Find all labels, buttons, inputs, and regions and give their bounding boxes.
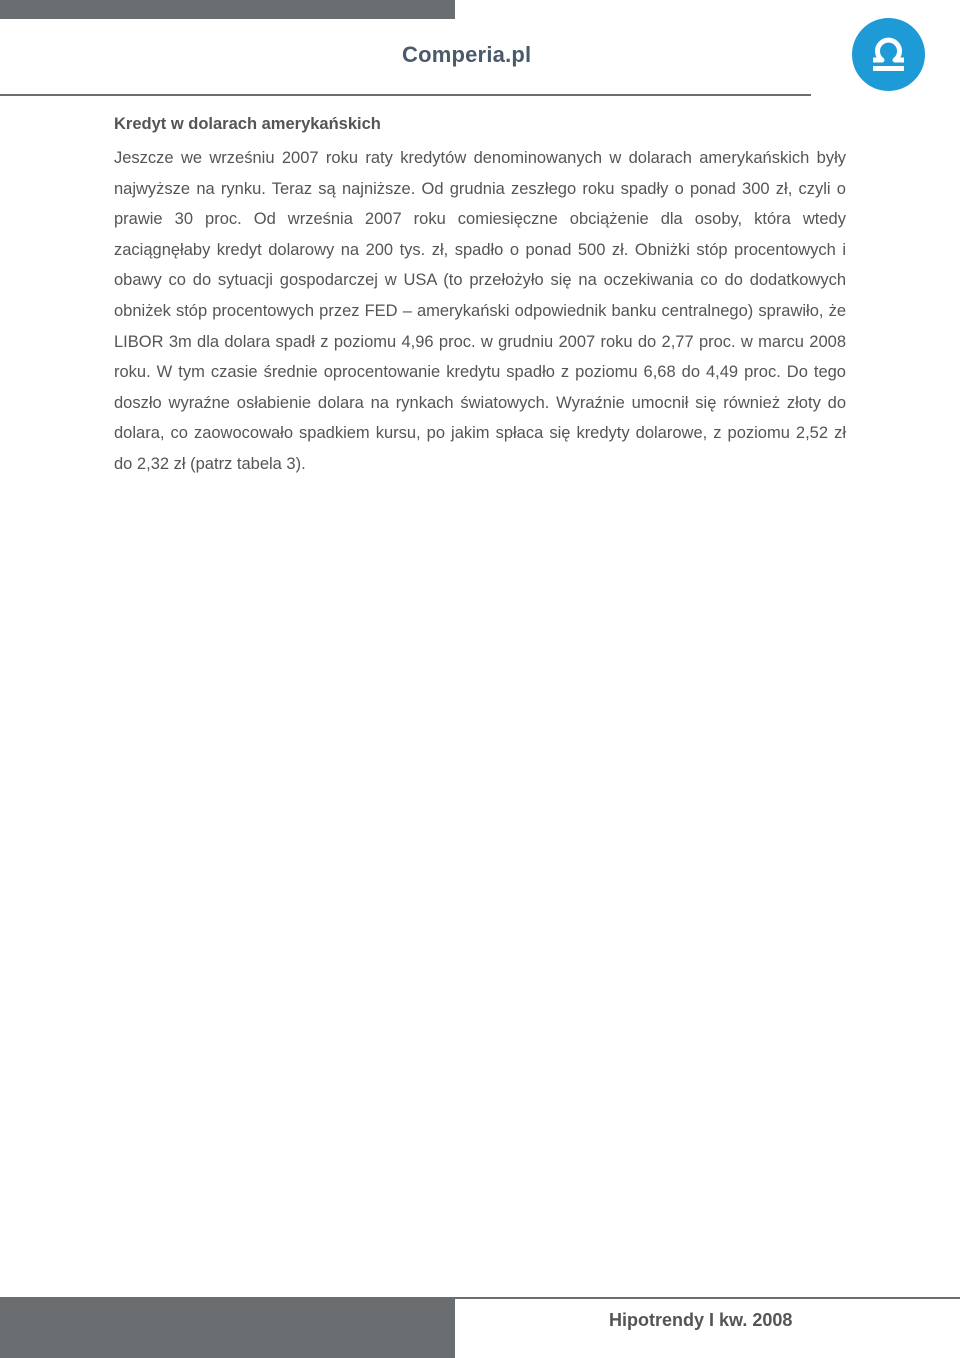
footer-bar: [0, 1297, 455, 1358]
article-heading: Kredyt w dolarach amerykańskich: [114, 115, 381, 133]
article: [114, 112, 846, 480]
libra-logo-icon: [852, 18, 925, 91]
header-top-bar: [0, 0, 455, 19]
footer-label: Hipotrendy I kw. 2008: [609, 1310, 793, 1330]
brand-name: Comperia.pl: [402, 42, 532, 67]
header-divider: [0, 94, 811, 96]
footer-divider: [455, 1297, 960, 1299]
article-paragraph: Jeszcze we wrześniu 2007 roku raty kredytów denominowanych w dolarach amerykańskich były najwyższe na rynku. Teraz są najniższe. Od grudnia zeszłego roku spadły o ponad 300 zł, czyli o prawie 30 proc. Od września 2007 roku comiesięczne obciążenie dla osoby, która wtedy zaciągnęłaby kredyt dolarowy na 200 tys. zł, spadło o ponad 500 zł. Obniżki stóp procentowych i obawy co do sytuacji gospodarczej w USA (to przełożyło się na oczekiwania co do dodatkowych obniżek stóp procentowych przez FED – amerykański odpowiednik banku centralnego) sprawiło, że LIBOR 3m dla dolara spadł z poziomu 4,96 proc. w grudniu 2007 roku do 2,77 proc. w marcu 2008 roku. W tym czasie średnie oprocentowanie kredytu spadło z poziomu 6,68 do 4,49 proc. Do tego doszło wyraźne osłabienie dolara na rynkach światowych. Wyraźnie umocnił się również złoty do dolara, co zaowocowało spadkiem kursu, po jakim spłaca się kredyty dolarowe, z poziomu 2,52 zł do 2,32 zł (patrz tabela 3).: [114, 149, 846, 473]
